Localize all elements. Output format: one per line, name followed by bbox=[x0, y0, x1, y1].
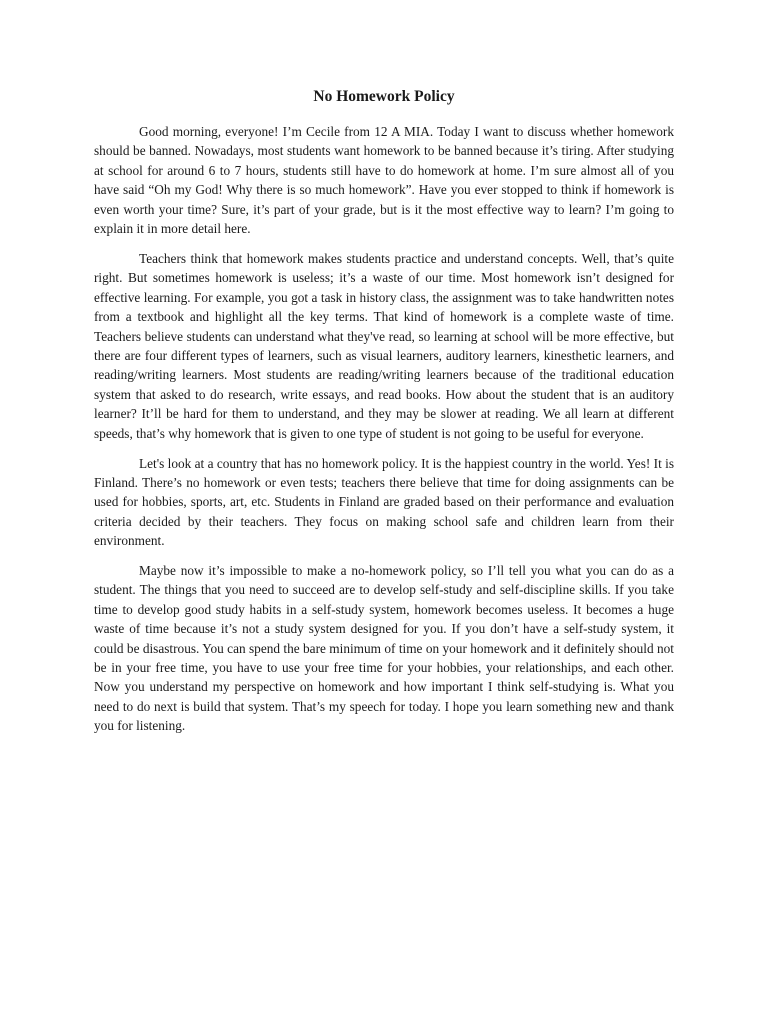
paragraph-learning-types: Teachers think that homework makes students practice and understand concepts. Well, that’s quite right. But sometimes homework is useless; it’s a waste of our time. Most homework isn’t designed for effective learning. For example, you got a task in history class, the assignment was to take handwritten notes from a textbook and highlight all the key terms. That kind of homework is a complete waste of time. Teachers believe students can understand what they've read, so learning at school will be more effective, but there are four different types of learners, such as visual learners, auditory learners, kinesthetic learners, and reading/writing learners. Most students are reading/writing learners because of the traditional education system that asked to do research, write essays, and read books. How about the student that is an auditory learner? It’ll be hard for them to understand, and they may be slower at reading. We all learn at different speeds, that’s why homework that is given to one type of student is not going to be useful for everyone. bbox=[94, 250, 674, 441]
paragraph-introduction: Good morning, everyone! I’m Cecile from 12 A MIA. Today I want to discuss whether homework should be banned. Nowadays, most students want homework to be banned because it’s tiring. After studying at school for around 6 to 7 hours, students still have to do homework at home. I’m sure almost all of you have said “Oh my God! Why there is so much homework”. Have you ever stopped to think if homework is even worth your time? Sure, it’s part of your grade, but is it the most effective way to learn? I’m going to explain it in more detail here. bbox=[94, 124, 674, 237]
document-body bbox=[94, 122, 674, 746]
paragraph-conclusion: Maybe now it’s impossible to make a no-homework policy, so I’ll tell you what you can do as a student. The things that you need to succeed are to develop self-study and self-discipline skills. If you take time to develop good study habits in a self-study system, homework becomes useless. It becomes a huge waste of time because it’s not a study system designed for you. If you don’t have a self-study system, it could be disastrous. You can spend the bare minimum of time on your homework and it definitely should not be in your free time, you have to use your free time for your hobbies, your relationships, and each other. Now you understand my perspective on homework and how important I think self-studying is. What you need to do next is build that system. That’s my speech for today. I hope you learn something new and thank you for listening. bbox=[94, 563, 674, 734]
paragraph-finland-example: Let's look at a country that has no homework policy. It is the happiest country in the world. Yes! It is Finland. There’s no homework or even tests; teachers there believe that time for doing assignments can be used for hobbies, sports, art, etc. Students in Finland are graded based on their performance and evaluation criteria decided by their teachers. They focus on making school safe and children learn from their environment. bbox=[94, 455, 674, 549]
document-title: No Homework Policy bbox=[313, 88, 455, 105]
